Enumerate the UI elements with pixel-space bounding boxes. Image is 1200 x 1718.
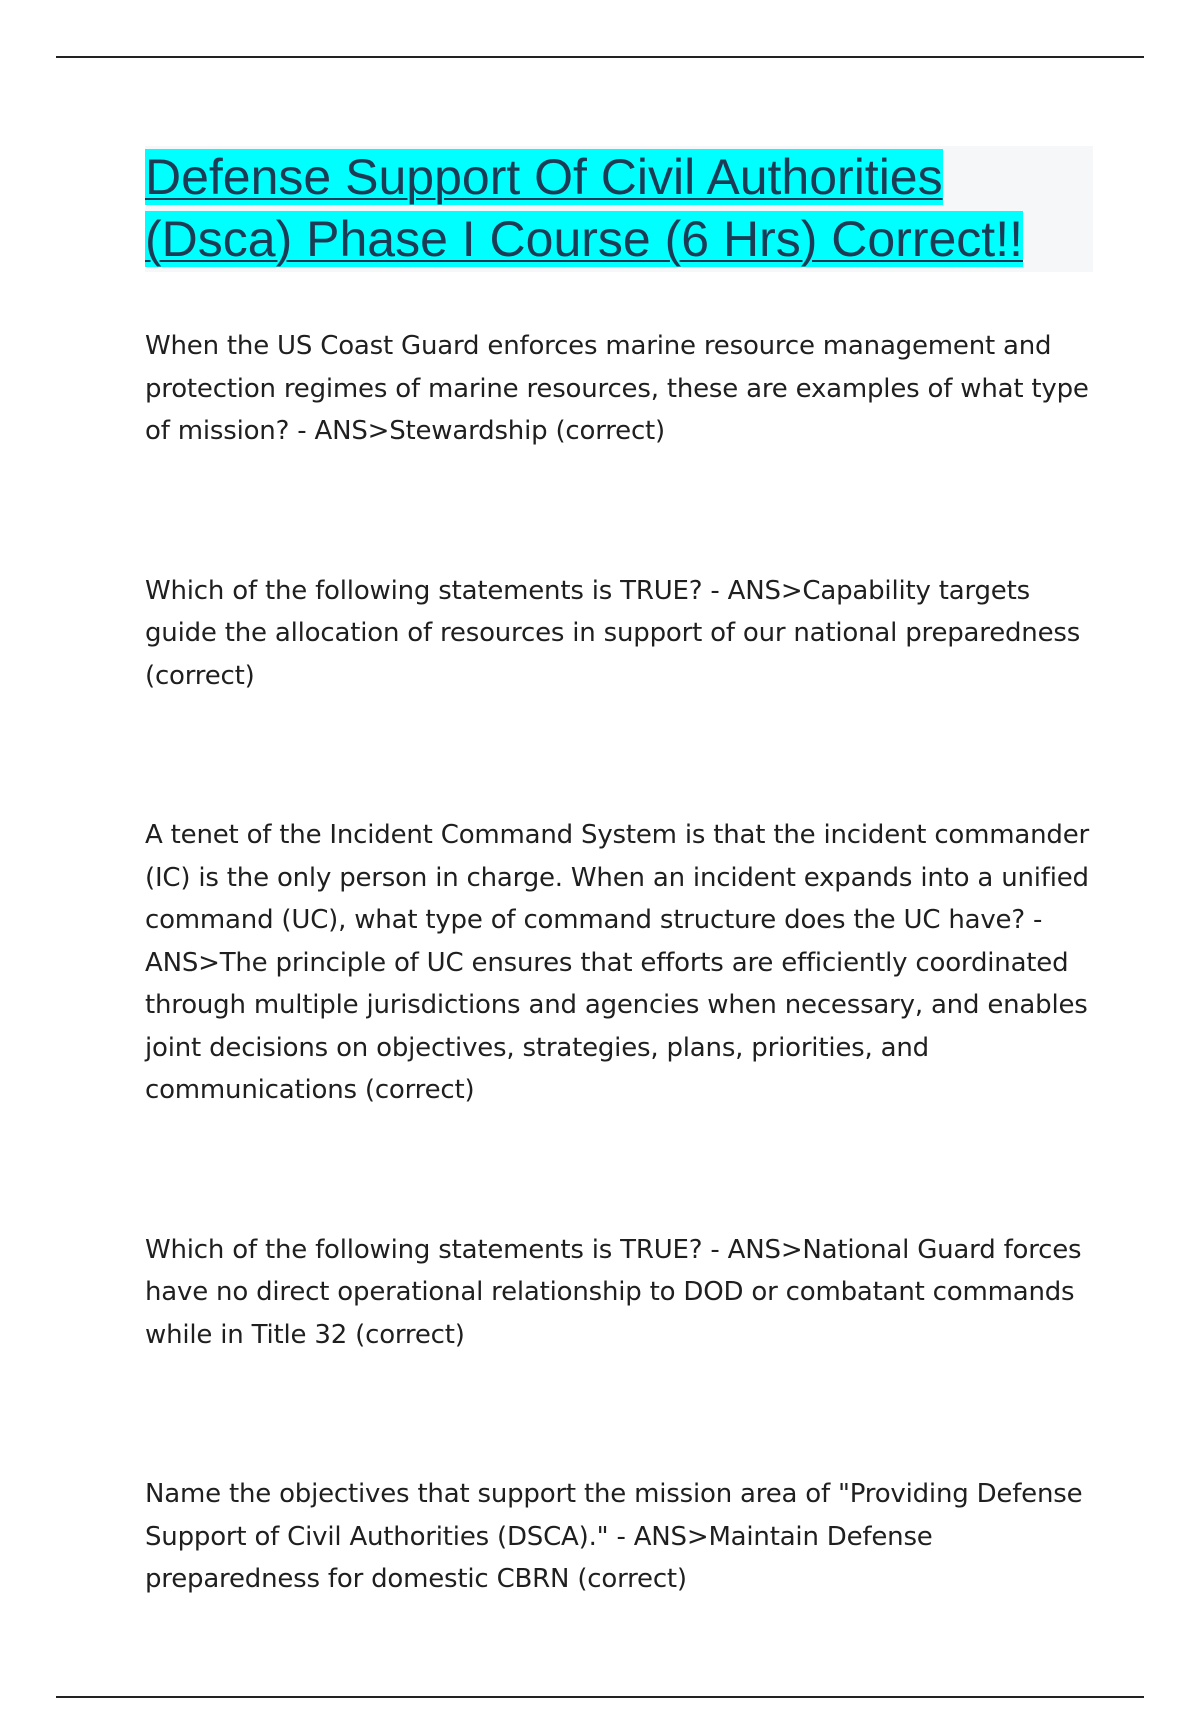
question-1: When the US Coast Guard enforces marine resource management and protection regimes of marine resources, these are examples of what type of mission? - ANS>Stewardship (correct) bbox=[145, 331, 1089, 446]
top-rule bbox=[56, 56, 1144, 58]
question-list bbox=[145, 325, 1095, 1718]
title-line-2: (Dsca) Phase I Course (6 Hrs) Correct!! bbox=[145, 211, 1023, 267]
document-title bbox=[145, 146, 1093, 272]
question-4: Which of the following statements is TRUE? - ANS>National Guard forces have no direct operational relationship to DOD or combatant commands while in Title 32 (correct) bbox=[145, 1234, 1082, 1350]
title-line-1: Defense Support Of Civil Authorities bbox=[145, 149, 943, 205]
question-2: Which of the following statements is TRUE? - ANS>Capability targets guide the allocation of resources in support of our national preparedness (correct) bbox=[145, 575, 1081, 691]
bottom-rule bbox=[56, 1696, 1144, 1698]
question-5: Name the objectives that support the mission area of "Providing Defense Support of Civil Authorities (DSCA)." - ANS>Maintain Defense preparedness for domestic CBRN (correct) bbox=[145, 1479, 1083, 1594]
question-3: A tenet of the Incident Command System is that the incident commander (IC) is the only person in charge. When an incident expands into a unified command (UC), what type of command structure does the UC have? - ANS>The principle of UC ensures that efforts are efficiently coordinated through multiple jurisdictions and agencies when necessary, and enables joint decisions on objectives, strategies, plans, priorities, and communications (correct) bbox=[145, 820, 1089, 1105]
